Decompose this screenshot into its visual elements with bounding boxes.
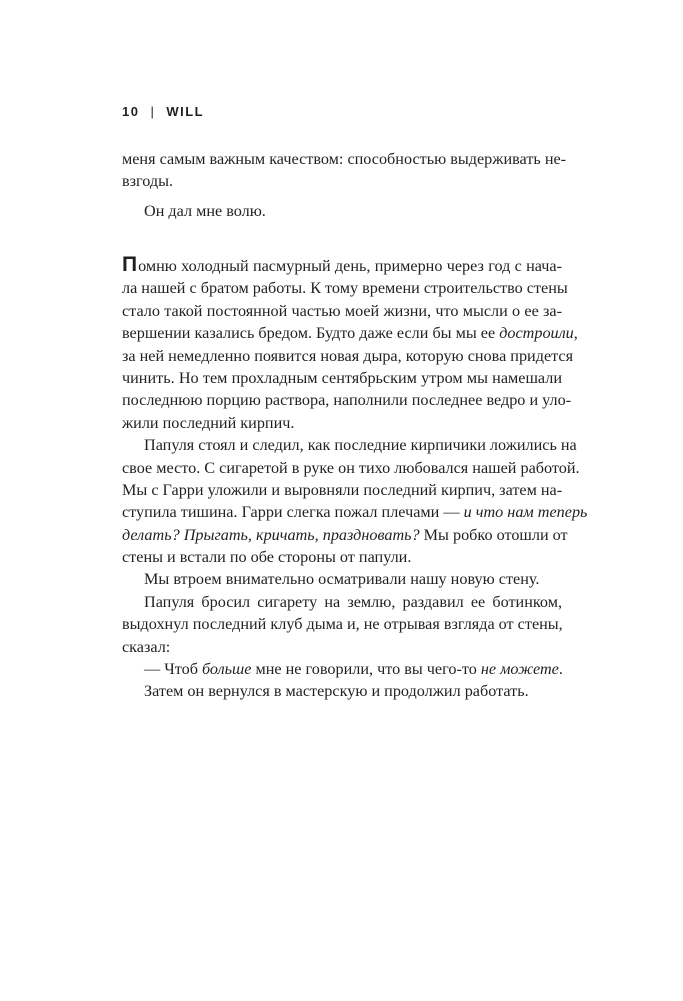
italic-span: больше <box>202 660 252 679</box>
header-separator: | <box>150 104 156 119</box>
text-line: чинить. Но тем прохладным сентябрьским утром мы намешали <box>122 368 562 387</box>
text-line: Мы с Гарри уложили и выровняли последний кирпич, затем на- <box>122 480 563 499</box>
italic-span: и что нам теперь <box>463 503 588 522</box>
text-span: , <box>573 324 578 343</box>
text-line: последнюю порцию раствора, наполнили последнее ведро и уло- <box>122 391 572 410</box>
text-line: сказал: <box>122 637 171 656</box>
text-line: меня самым важным качеством: способностью выдерживать не- <box>122 150 567 168</box>
running-header <box>122 104 204 119</box>
page-number: 10 <box>122 104 140 119</box>
section-body <box>122 253 588 703</box>
text-span: мне не говорили, что вы чего-то <box>251 660 481 679</box>
text-span: ступила тишина. Гарри слегка пожал плечами — <box>122 503 464 522</box>
text-line <box>122 658 562 680</box>
italic-span: достроили <box>499 324 574 343</box>
drop-cap: П <box>122 253 138 276</box>
text-line: за ней немедленно появится новая дыра, которую снова придется <box>122 346 574 365</box>
text-line: стены и встали по обе стороны от папули. <box>122 548 412 567</box>
text-line: Он дал мне волю. <box>144 201 266 220</box>
text-span: Мы робко отошли от <box>419 525 568 544</box>
text-line: Мы втроем внимательно осматривали нашу новую стену. <box>144 570 540 589</box>
text-line: взгоды. <box>122 172 174 191</box>
text-line: ла нашей с братом работы. К тому времени строительство стены <box>122 279 568 298</box>
book-title: WILL <box>166 104 205 119</box>
text-line <box>122 255 562 277</box>
text-span: — Чтоб <box>144 660 202 679</box>
text-line: Папуля бросил сигарету на землю, раздавил ее ботинком, <box>144 592 562 611</box>
text-line: жили последний кирпич. <box>122 413 295 432</box>
text-line <box>122 322 578 344</box>
text-line: свое место. С сигаретой в руке он тихо любовался нашей работой. <box>122 458 580 477</box>
text-line: выдохнул последний клуб дыма и, не отрывая взгляда от стены, <box>122 615 563 634</box>
text-line <box>122 501 588 523</box>
text-line: Папуля стоял и следил, как последние кирпичики ложились на <box>144 436 577 455</box>
text-line: Затем он вернулся в мастерскую и продолжил работать. <box>144 682 529 701</box>
italic-span: делать? Прыгать, кричать, праздновать? <box>122 525 420 544</box>
paragraph-intro <box>122 148 567 222</box>
text-span: вершении казались бредом. Будто даже если бы мы ее <box>122 324 500 343</box>
text-span: . <box>558 660 563 679</box>
text-line: стало такой постоянной частью моей жизни, что мысли о ее за- <box>122 301 562 320</box>
text-span: омню холодный пасмурный день, примерно через год с нача- <box>138 257 562 275</box>
italic-span: не можете <box>480 660 559 679</box>
text-line <box>122 524 568 546</box>
